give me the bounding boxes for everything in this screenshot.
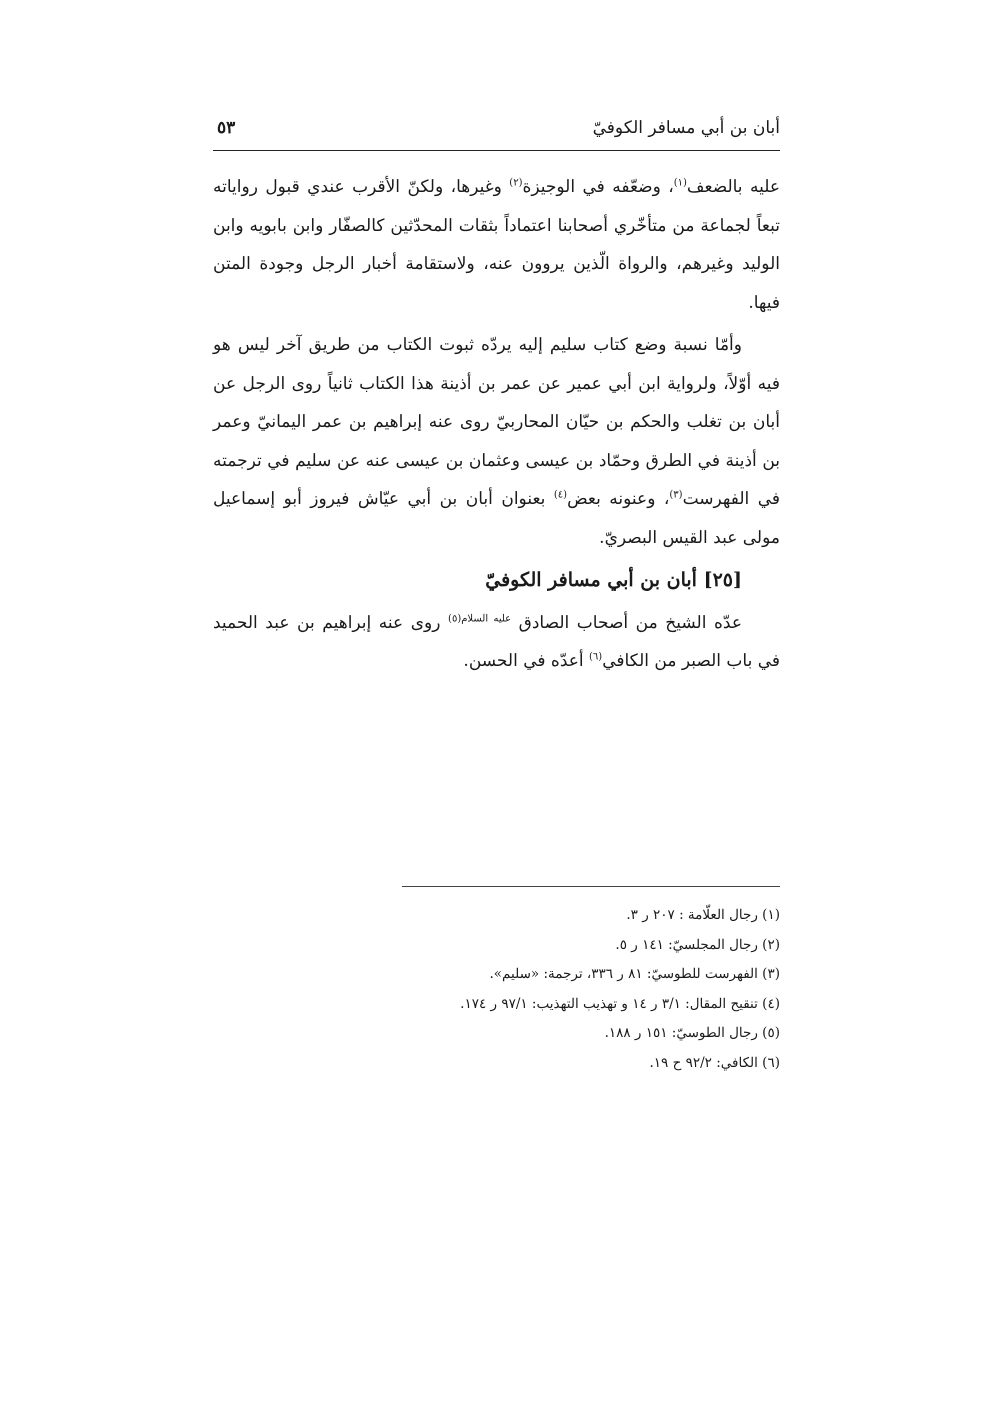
footnotes-section	[213, 886, 780, 1078]
page-number: ٥٣	[217, 118, 236, 138]
paragraph-3	[213, 604, 780, 681]
footnote-ref-3[interactable]: (٣)	[669, 489, 683, 501]
paragraph-3-text-c: أعدّه في الحسن.	[463, 651, 590, 671]
paragraph-1-text-a: عليه بالضعف	[686, 177, 780, 197]
paragraph-1-text-c: وغيرها، ولكنّ الأقرب عندي قبول رواياته تبعاً لجماعة من متأخّري أصحابنا اعتماداً بثقات المحدّثين كالصفّار وابن بابويه وابن الوليد وغيرهم، والرواة الّذين يروون عنه، ولاستقامة أخبار الرجل وجودة المتن فيها.	[213, 177, 780, 313]
footnote-list	[213, 901, 780, 1078]
paragraph-3-text-b: روى عنه إبراهيم بن عبد الحميد في باب الصبر من الكافي	[213, 612, 780, 671]
entry-heading: [٢٥] أبان بن أبي مسافر الكوفيّ	[485, 569, 742, 591]
footnote-ref-5[interactable]: (٥)	[448, 612, 462, 624]
footnote-6: (٦) الكافي: ٩٢/٢ ح ١٩.	[649, 1054, 780, 1071]
footnote-3: (٣) الفهرست للطوسيّ: ٨١ ر ٣٣٦، ترجمة: «سليم».	[489, 966, 780, 982]
footnote-ref-1[interactable]: (١)	[673, 177, 687, 189]
paragraph-2-text-c: بعنوان أبان بن أبي عيّاش فيروز أبو إسماعيل مولى عبد القيس البصريّ.	[213, 489, 780, 548]
footnote-rule	[402, 886, 780, 887]
paragraph-2	[213, 326, 780, 557]
footnote-ref-2[interactable]: (٢)	[509, 177, 523, 189]
footnote-4: (٤) تنقيح المقال: ٣/١ ر ١٤ و تهذيب التهذيب: ٩٧/١ ر ١٧٤.	[460, 995, 780, 1012]
footnote-ref-6[interactable]: (٦)	[589, 651, 603, 663]
honorific-glyph: عليه السلام	[461, 612, 512, 624]
running-header	[213, 118, 780, 148]
paragraph-3-text-a: عدّه الشيخ من أصحاب الصادق	[511, 612, 742, 633]
footnote-2: (٢) رجال المجلسيّ: ١٤١ ر ٥.	[615, 936, 780, 953]
running-title: أبان بن أبي مسافر الكوفيّ	[592, 118, 780, 138]
book-page	[213, 100, 780, 1300]
header-rule	[213, 150, 780, 151]
paragraph-1-text-b: ، وضعّفه في الوجيزة	[522, 177, 674, 197]
footnote-ref-4[interactable]: (٤)	[553, 489, 568, 501]
footnote-5: (٥) رجال الطوسيّ: ١٥١ ر ١٨٨.	[604, 1025, 780, 1041]
paragraph-2-text-a: وأمّا نسبة وضع كتاب سليم إليه يردّه ثبوت الكتاب من طريق آخر ليس هو فيه أوّلاً، ولرواية ابن أبي عمير عن عمر بن أذينة هذا الكتاب ثانياً روى الرجل عن أبان بن تغلب والحكم بن حيّان المحاربيّ روى عنه إبراهيم بن عمر اليمانيّ وعمر بن أذينة في الطرق وحمّاد بن عيسى وعثمان بن عيسى عنه عن سليم في ترجمته في الفهرست	[213, 335, 780, 509]
paragraph-2-text-b: ، وعنونه بعض	[567, 489, 670, 509]
footnote-1: (١) رجال العلّامة : ٢٠٧ ر ٣.	[626, 907, 780, 923]
body-text	[213, 168, 780, 685]
paragraph-1	[213, 168, 780, 322]
